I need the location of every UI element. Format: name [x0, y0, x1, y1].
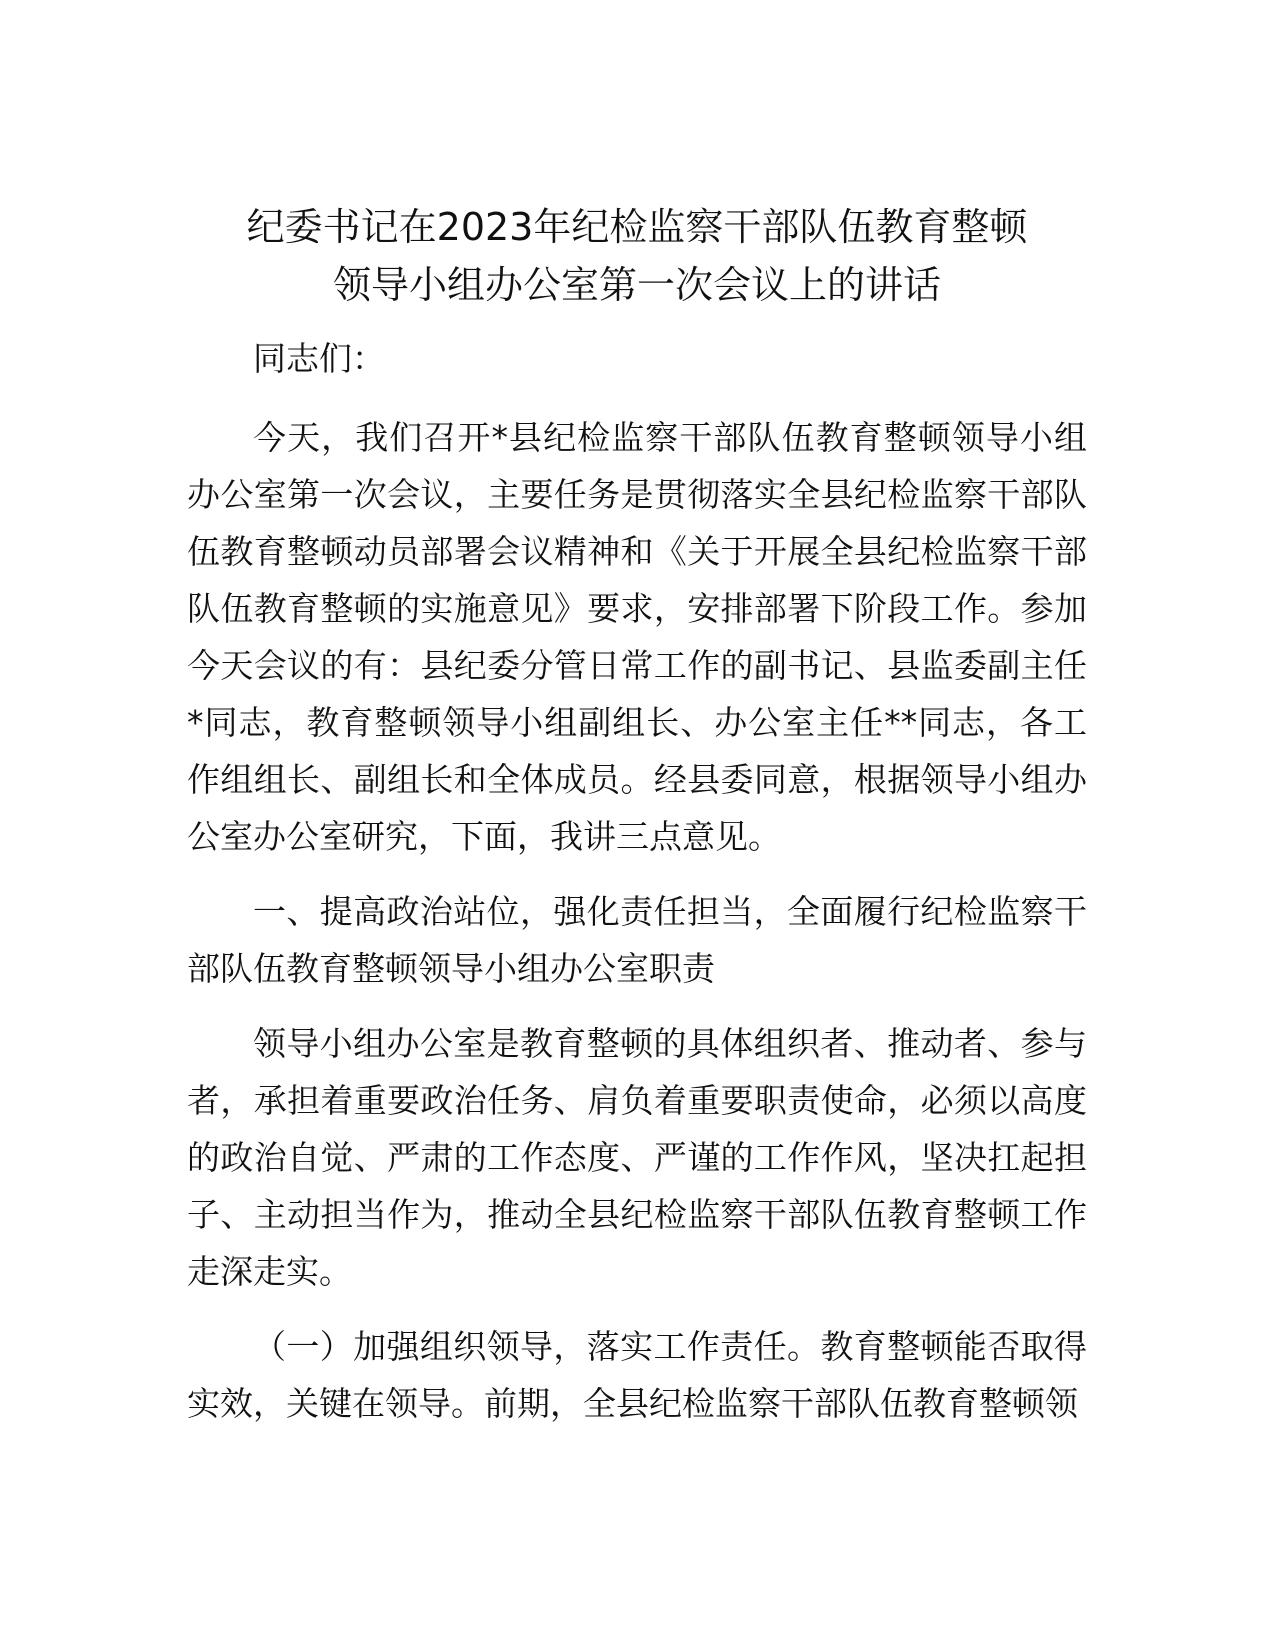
- paragraph-opening: 今天，我们召开*县纪检监察干部队伍教育整顿领导小组办公室第一次会议，主要任务是贯彻落实全县纪检监察干部队伍教育整顿动员部署会议精神和《关于开展全县纪检监察干部队伍教育整顿的实施意见》要求，安排部署下阶段工作。参加今天会议的有：县纪委分管日常工作的副书记、县监委副主任*同志，教育整顿领导小组副组长、办公室主任**同志，各工作组组长、副组长和全体成员。经县委同意，根据领导小组办公室办公室研究，下面，我讲三点意见。: [187, 418, 1087, 856]
- section-heading-1: 一、提高政治站位，强化责任担当，全面履行纪检监察干部队伍教育整顿领导小组办公室职责: [187, 892, 1087, 988]
- title-line-2: 领导小组办公室第一次会议上的讲话: [332, 263, 941, 307]
- subsection-1: （一）加强组织领导，落实工作责任。教育整顿能否取得实效，关键在领导。前期，全县纪检监察干部队伍教育整顿领: [187, 1327, 1087, 1423]
- salutation: 同志们：: [253, 339, 385, 378]
- document-page: [187, 198, 1087, 1432]
- document-title: [187, 198, 1087, 314]
- paragraph-office-role: 领导小组办公室是教育整顿的具体组织者、推动者、参与者，承担着重要政治任务、肩负着重要职责使命，必须以高度的政治自觉、严肃的工作态度、严谨的工作作风，坚决扛起担子、主动担当作为，推动全县纪检监察干部队伍教育整顿工作走深走实。: [187, 1024, 1087, 1291]
- title-line-1: 纪委书记在2023年纪检监察干部队伍教育整顿: [246, 205, 1028, 249]
